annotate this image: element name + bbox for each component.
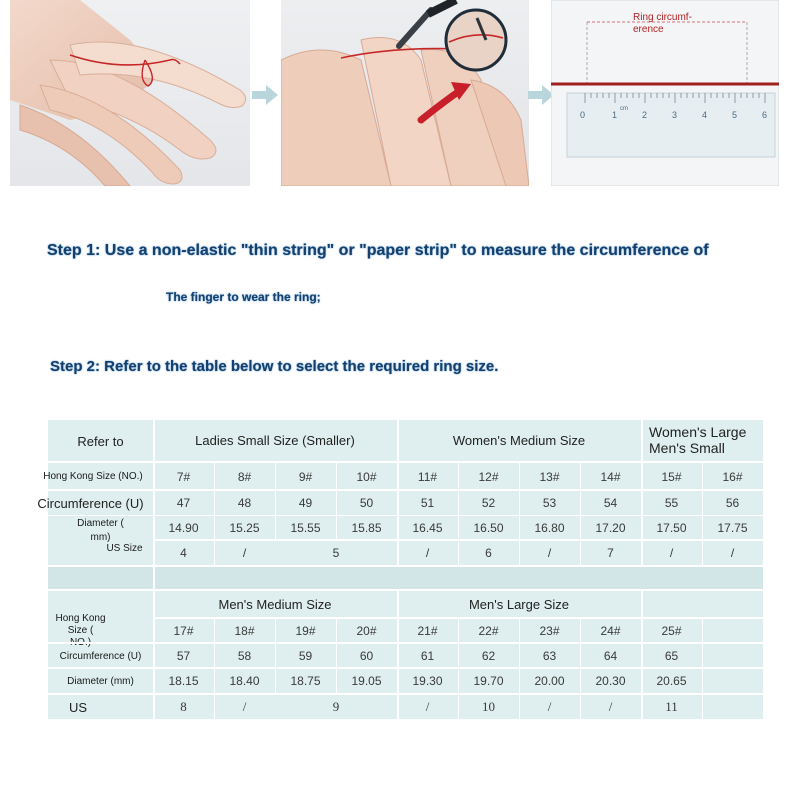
cell-top-us: / (547, 545, 552, 560)
cell-top-hk: 10# (356, 469, 377, 484)
cell-bottom-diameter: 20.65 (656, 674, 687, 688)
group-header-ladies-small: Ladies Small Size (Smaller) (195, 432, 355, 448)
grid-line (397, 540, 398, 565)
cell-top-hk: 16# (722, 469, 743, 484)
cell-bottom-hk: 20# (356, 624, 377, 638)
cell-top-us: 5 (332, 545, 340, 560)
cell-bottom-diameter: 19.30 (412, 674, 443, 688)
cell-bottom-diameter: 19.70 (473, 674, 504, 688)
step1-instruction-continued: The finger to wear the ring; (166, 290, 321, 304)
grid-line (48, 589, 763, 591)
grid-line (458, 617, 459, 694)
ruler-tick-4: 4 (702, 110, 708, 120)
cell-top-hk: 12# (478, 469, 499, 484)
row-label-diameter: Diameter ( mm) (77, 518, 124, 543)
ruler-label: Ring circumf- erence (633, 12, 692, 35)
cell-bottom-us: / (608, 699, 613, 714)
ruler-tick-5: 5 (732, 110, 738, 120)
cell-bottom-us: 8 (180, 699, 187, 714)
cell-top-diameter: 14.90 (168, 521, 199, 535)
cell-bottom-circumference: 63 (542, 649, 557, 663)
cell-top-diameter: 17.50 (656, 521, 687, 535)
grid-line (702, 540, 703, 565)
cell-bottom-circumference: 57 (176, 649, 191, 663)
grid-line (641, 461, 642, 565)
grid-line (214, 461, 215, 540)
ruler-tick-3: 3 (672, 110, 678, 120)
grid-line (48, 719, 763, 721)
grid-line (519, 694, 520, 720)
grid-line (48, 693, 763, 695)
ruler-tick-0: 0 (580, 110, 586, 120)
group-header-mens-large: Men's Large Size (468, 596, 570, 612)
cell-top-us: 6 (485, 545, 492, 560)
ruler-tick-6: 6 (762, 110, 768, 120)
cell-bottom-circumference: 65 (664, 649, 679, 663)
cell-bottom-hk: 24# (600, 624, 621, 638)
row-label-diameter-bottom: Diameter (mm) (67, 675, 134, 687)
cell-top-diameter: 15.55 (290, 521, 321, 535)
cell-top-hk: 8# (237, 469, 252, 484)
grid-line (580, 461, 581, 540)
cell-bottom-diameter: 20.00 (534, 674, 565, 688)
grid-line (702, 461, 703, 540)
step2-instruction: Step 2: Refer to the table below to select the required ring size. (50, 358, 499, 375)
grid-line (275, 617, 276, 694)
cell-top-diameter: 15.25 (229, 521, 260, 535)
grid-line (48, 489, 763, 491)
cell-bottom-us: 11 (665, 699, 678, 714)
ruler-unit: cm (620, 106, 628, 112)
cell-top-circumference: 48 (237, 496, 252, 510)
grid-line (48, 667, 763, 669)
table-spacer-row (48, 565, 763, 590)
cell-bottom-diameter: 18.75 (290, 674, 321, 688)
cell-bottom-us: 10 (482, 699, 495, 714)
cell-bottom-circumference: 62 (481, 649, 496, 663)
cell-top-us: / (425, 545, 430, 560)
row-label-hk-size-bottom: Hong Kong Size ( (55, 613, 106, 636)
cell-top-hk: 9# (298, 469, 313, 484)
step1-instruction: Step 1: Use a non-elastic "thin string" or "paper strip" to measure the circumference of (47, 242, 709, 259)
cell-top-hk: 11# (417, 469, 438, 484)
cell-bottom-circumference: 59 (298, 649, 313, 663)
grid-line (458, 540, 459, 565)
cell-bottom-circumference: 58 (237, 649, 252, 663)
group-header-womens-large: Women's Large Men's Small (649, 424, 747, 456)
cell-top-circumference: 50 (359, 496, 374, 510)
grid-line (48, 418, 763, 420)
grid-line (275, 461, 276, 540)
cell-top-us: 7 (607, 545, 614, 560)
row-label-circumference: Circumference (U) (37, 495, 144, 511)
cell-bottom-circumference: 61 (420, 649, 435, 663)
cell-top-hk: 7# (176, 469, 191, 484)
cell-top-diameter: 15.85 (351, 521, 382, 535)
photo-hand-with-string (10, 0, 250, 186)
cell-top-circumference: 55 (664, 496, 679, 510)
cell-bottom-hk: 19# (295, 624, 316, 638)
grid-line (519, 461, 520, 540)
cell-bottom-hk: 22# (478, 624, 499, 638)
grid-line (336, 617, 337, 694)
refer-to-header: Refer to (77, 433, 124, 449)
grid-line (48, 461, 763, 463)
cell-bottom-circumference: 60 (359, 649, 374, 663)
grid-line (153, 589, 155, 720)
cell-top-circumference: 56 (725, 496, 740, 510)
row-label-circumference-bottom: Circumference (U) (59, 650, 142, 662)
cell-bottom-us: / (242, 699, 247, 714)
grid-line (580, 540, 581, 565)
grid-line (214, 617, 215, 694)
grid-line (397, 589, 399, 720)
ruler-tick-labels (580, 106, 790, 124)
cell-bottom-diameter: 20.30 (595, 674, 626, 688)
cell-top-circumference: 52 (481, 496, 496, 510)
grid-line (702, 617, 703, 720)
cell-top-hk: 15# (661, 469, 682, 484)
group-header-mens-medium: Men's Medium Size (218, 596, 332, 612)
cell-bottom-hk: 18# (234, 624, 255, 638)
grid-line (214, 694, 215, 720)
row-label-us-bottom: US (68, 699, 88, 715)
grid-line (641, 589, 643, 720)
cell-bottom-circumference: 64 (603, 649, 618, 663)
grid-line (519, 540, 520, 565)
cell-top-diameter: 16.45 (412, 521, 443, 535)
cell-top-circumference: 51 (420, 496, 435, 510)
cell-top-diameter: 16.80 (534, 521, 565, 535)
grid-line (458, 694, 459, 720)
cell-bottom-us: / (425, 699, 430, 714)
cell-top-circumference: 47 (176, 496, 191, 510)
cell-top-us: / (242, 545, 247, 560)
arrow-right-icon (250, 84, 280, 106)
cell-top-circumference: 53 (542, 496, 557, 510)
cell-top-us: / (730, 545, 735, 560)
cell-bottom-hk: 21# (417, 624, 438, 638)
grid-line (519, 617, 520, 694)
cell-top-circumference: 49 (298, 496, 313, 510)
cell-top-diameter: 16.50 (473, 521, 504, 535)
ruler (567, 93, 775, 157)
grid-line (214, 540, 215, 565)
cell-bottom-hk: 23# (539, 624, 560, 638)
photo-marking-string-with-pen (281, 0, 529, 186)
cell-top-hk: 13# (539, 469, 560, 484)
cell-top-diameter: 17.75 (717, 521, 748, 535)
grid-line (336, 461, 337, 540)
cell-bottom-hk: 25# (661, 624, 682, 638)
group-header-womens-medium: Women's Medium Size (452, 432, 586, 448)
cell-top-us: / (669, 545, 674, 560)
grid-line (580, 694, 581, 720)
row-label-us-size: US Size (106, 542, 143, 554)
cell-bottom-diameter: 19.05 (351, 674, 382, 688)
cell-bottom-us: 9 (332, 699, 340, 714)
row-label-hk-size: Hong Kong Size (NO.) (43, 471, 143, 482)
cell-bottom-us: / (547, 699, 552, 714)
grid-line (48, 565, 763, 567)
grid-line (48, 515, 763, 516)
grid-line (153, 418, 155, 590)
cell-bottom-diameter: 18.15 (168, 674, 199, 688)
cell-bottom-diameter: 18.40 (229, 674, 260, 688)
ruler-tick-1: 1 (612, 110, 618, 120)
ruler-tick-2: 2 (642, 110, 648, 120)
cell-top-hk: 14# (600, 469, 621, 484)
cell-top-circumference: 54 (603, 496, 618, 510)
cell-bottom-hk: 17# (173, 624, 194, 638)
grid-line (48, 642, 763, 644)
grid-line (580, 617, 581, 694)
cell-top-us: 4 (180, 545, 187, 560)
grid-line (458, 461, 459, 540)
cell-top-diameter: 17.20 (595, 521, 626, 535)
